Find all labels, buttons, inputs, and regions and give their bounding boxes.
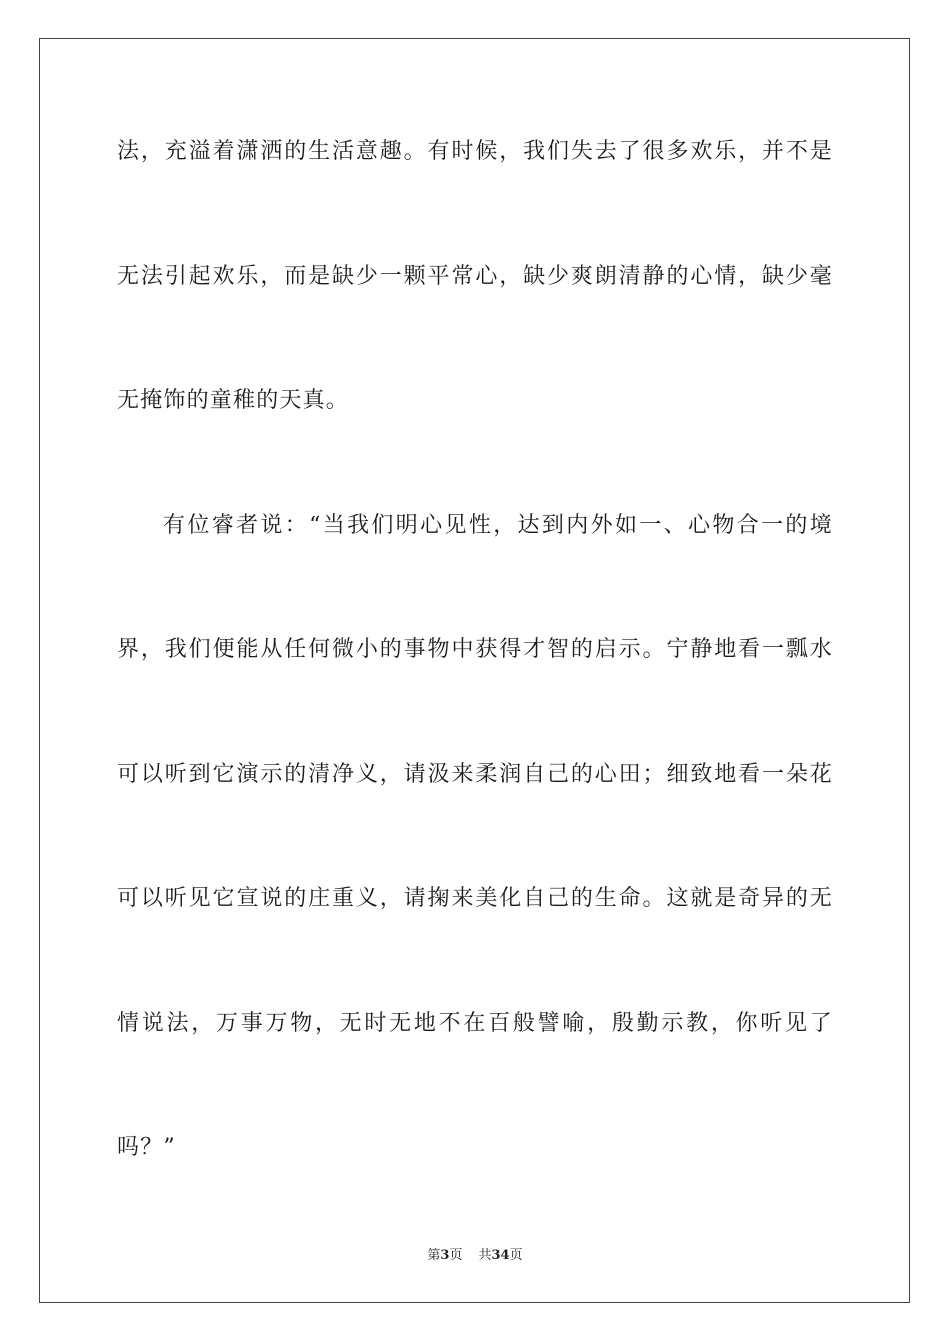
paragraph-line: 法，充溢着潇洒的生活意趣。有时候，我们失去了很多欢乐，并不是 (117, 139, 833, 164)
page-border (39, 38, 910, 1303)
total-page-count: 34 (491, 1248, 510, 1263)
paragraph-line: 可以听见它宣说的庄重义，请掬来美化自己的生命。这就是奇异的无 (117, 886, 833, 911)
paragraph-line: 有位睿者说：“当我们明心见性，达到内外如一、心物合一的境 (163, 513, 833, 538)
paragraph-line: 情说法，万事万物，无时无地不在百般譬喻，殷勤示教，你听见了 (117, 1011, 833, 1036)
paragraph-line: 界，我们便能从任何微小的事物中获得才智的启示。宁静地看一瓢水 (117, 637, 833, 662)
page-prefix: 第 (427, 1248, 441, 1263)
paragraph-line: 可以听到它演示的清净义，请汲来柔润自己的心田；细致地看一朵花 (117, 762, 833, 787)
paragraph-line: 吗？” (117, 1135, 176, 1160)
page-suffix: 页 (449, 1248, 463, 1263)
total-suffix: 页 (509, 1248, 523, 1263)
paragraph-line: 无法引起欢乐，而是缺少一颗平常心，缺少爽朗清静的心情，缺少毫 (117, 264, 833, 289)
page-footer (0, 1247, 950, 1265)
total-prefix: 共 (478, 1248, 492, 1263)
current-page-number: 3 (440, 1248, 450, 1263)
paragraph-line: 无掩饰的童稚的天真。 (117, 388, 350, 413)
